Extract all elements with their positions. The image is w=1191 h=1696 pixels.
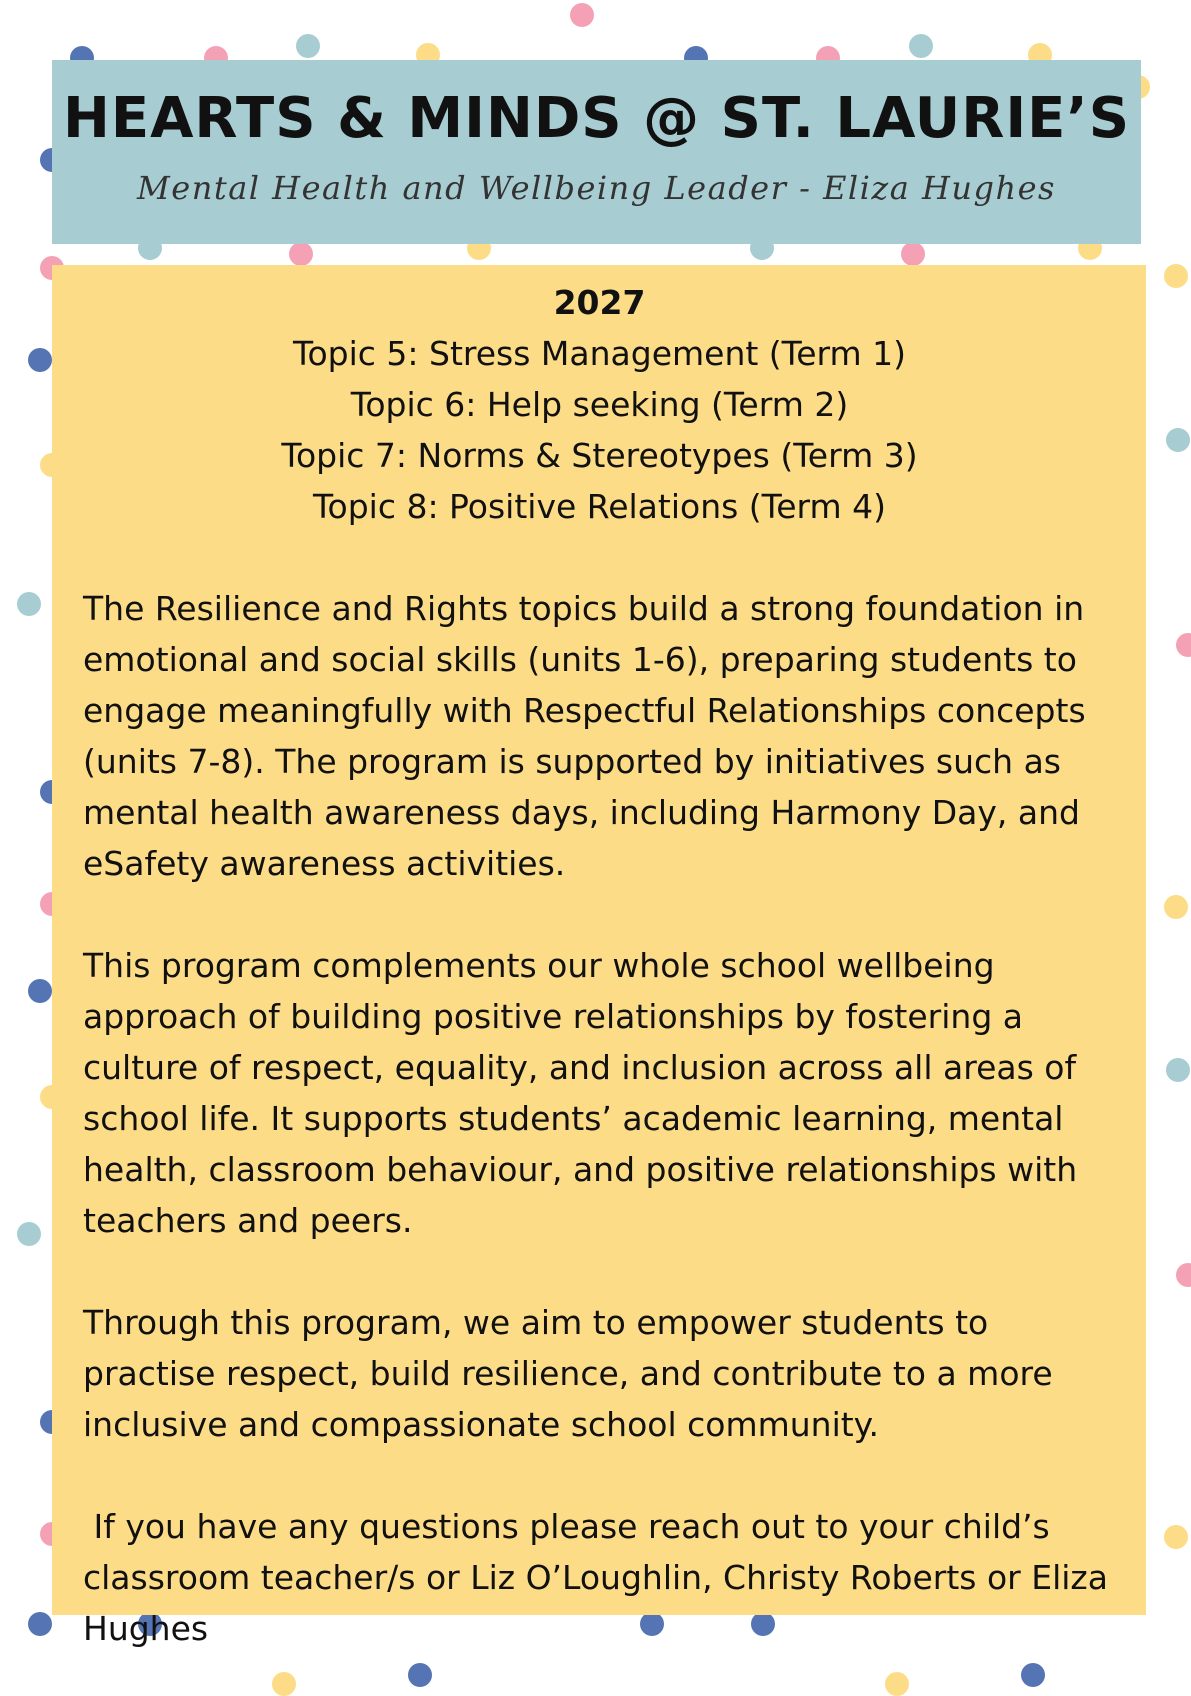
contact-paragraph: If you have any questions please reach out to your child’s classroom teacher/s or Liz O’Loughlin, Christy Roberts or Eliza Hughes — [83, 1507, 1119, 1648]
polka-dot — [1176, 1263, 1191, 1287]
polka-dot — [1176, 633, 1191, 657]
polka-dot — [901, 242, 925, 266]
content-card — [52, 265, 1146, 1648]
polka-dot — [909, 34, 933, 58]
program-aim-paragraph: Through this program, we aim to empower students to practise respect, build resilience, and contribute to a more inclusive and compassionate school community. — [83, 1303, 1053, 1444]
polka-dot — [1166, 1058, 1190, 1082]
topic-item: Topic 5: Stress Management (Term 1) — [292, 334, 907, 373]
polka-dot — [1164, 264, 1188, 288]
polka-dot — [28, 348, 52, 372]
topic-list — [83, 328, 1116, 532]
polka-dot — [296, 34, 320, 58]
wellbeing-approach-paragraph: This program complements our whole school wellbeing approach of building positive relationships by fostering a culture of respect, equality, and inclusion across all areas of school life. It supports students’ academic learning, mental health, classroom behaviour, and positive relationships with teachers and peers. — [83, 946, 1078, 1240]
polka-dot — [1021, 1663, 1045, 1687]
polka-dot — [408, 1663, 432, 1687]
topic-item: Topic 6: Help seeking (Term 2) — [350, 385, 849, 424]
polka-dot — [272, 1672, 296, 1696]
polka-dot — [17, 592, 41, 616]
polka-dot — [885, 1672, 909, 1696]
polka-dot — [28, 979, 52, 1003]
polka-dot — [1166, 428, 1190, 452]
topic-item: Topic 7: Norms & Stereotypes (Term 3) — [281, 436, 918, 475]
polka-dot — [289, 242, 313, 266]
year-heading: 2027 — [553, 283, 646, 322]
polka-dot — [17, 1222, 41, 1246]
polka-dot — [28, 1612, 52, 1636]
topic-item: Topic 8: Positive Relations (Term 4) — [312, 487, 887, 526]
polka-dot — [1164, 895, 1188, 919]
page-subtitle: Mental Health and Wellbeing Leader - Eliza Hughes — [137, 169, 1056, 207]
page-title: HEARTS & MINDS @ ST. LAURIE’S — [62, 86, 1131, 151]
polka-dot — [1164, 1525, 1188, 1549]
page-header — [52, 60, 1141, 244]
program-overview-paragraph: The Resilience and Rights topics build a strong foundation in emotional and social skills (units 1-6), preparing students to engage meaningfully with Respectful Relationships concepts (units 7-8). The program is supported by initiatives such as mental health awareness days, including Harmony Day, and eSafety awareness activities. — [83, 589, 1086, 883]
polka-dot — [570, 3, 594, 27]
